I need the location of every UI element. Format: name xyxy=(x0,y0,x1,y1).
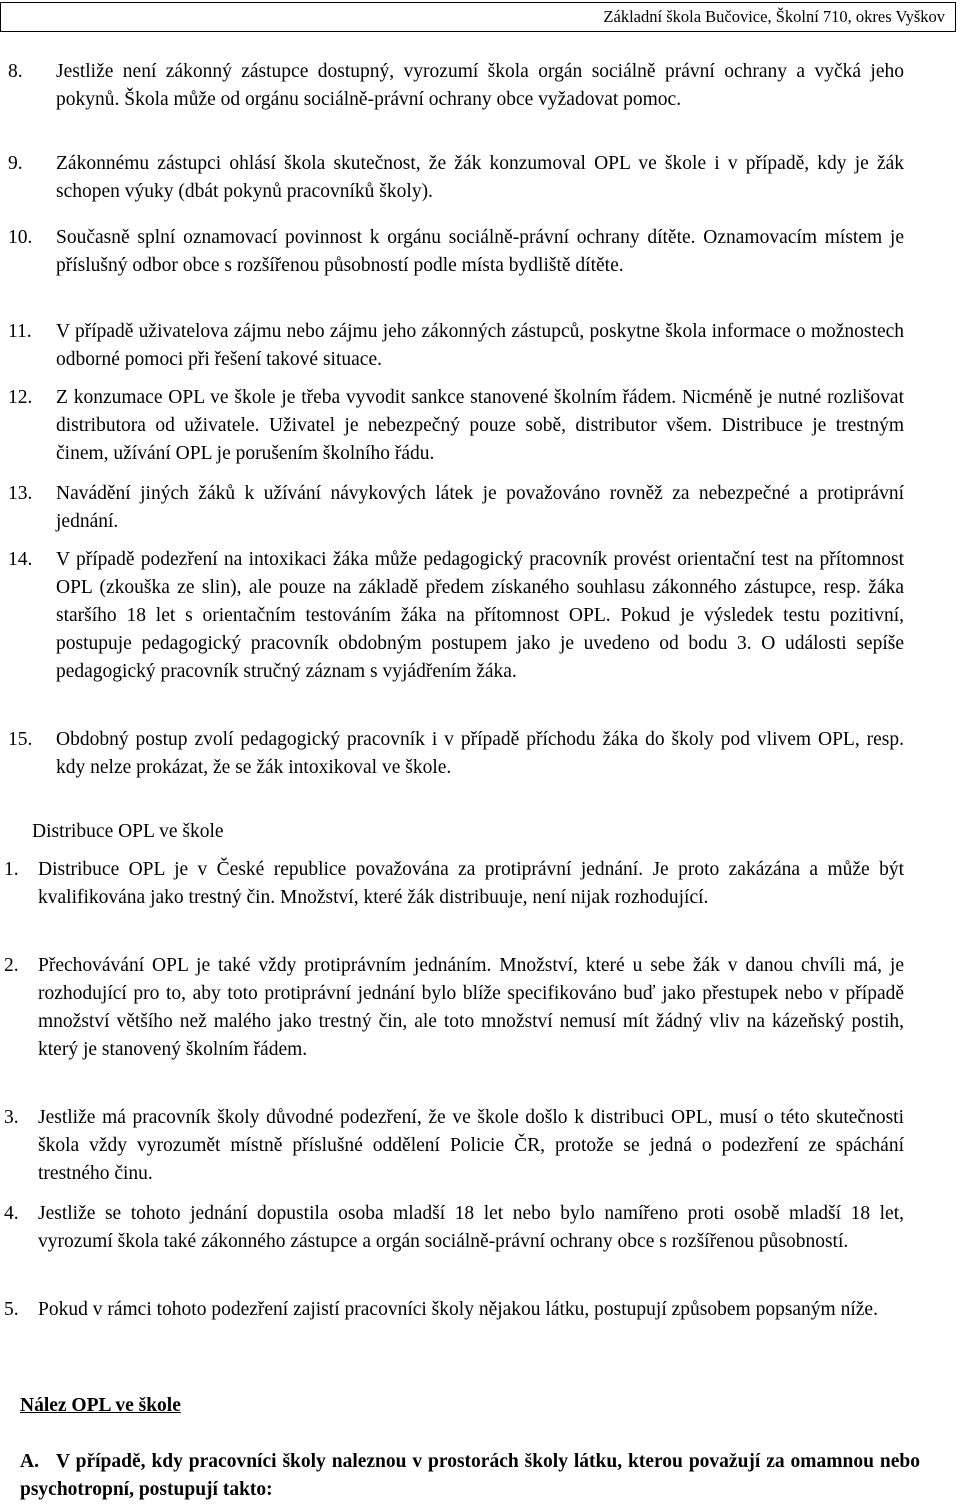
item-number: 1. xyxy=(4,859,19,880)
section-heading-distribuce: Distribuce OPL ve škole xyxy=(32,821,224,842)
item-number: 3. xyxy=(4,1107,19,1128)
item-text: V případě uživatelova zájmu nebo zájmu jeho zákonných zástupců, poskytne škola informace o možnostech odborné pomoci při řešení takové situace. xyxy=(56,321,904,370)
item-number: 13. xyxy=(8,483,33,504)
item-number: 9. xyxy=(8,153,23,174)
item-number: 15. xyxy=(8,729,33,750)
item-text: Z konzumace OPL ve škole je třeba vyvodit sankce stanovené školním řádem. Nicméně je nutné rozlišovat distributora od uživatele. Uživatel je nebezpečný pouze sobě, distributor všem. Distribuce je trestným činem, užívání OPL je porušením školního řádu. xyxy=(56,387,904,464)
section-heading-nalez: Nález OPL ve škole xyxy=(20,1395,181,1416)
item-number: 8. xyxy=(8,61,23,82)
item-text: Obdobný postup zvolí pedagogický pracovník i v případě příchodu žáka do školy pod vlivem OPL, resp. kdy nelze prokázat, že se žák intoxikoval ve škole. xyxy=(56,729,904,778)
list-item xyxy=(0,856,904,940)
item-text: Jestliže má pracovník školy důvodné podezření, že ve škole došlo k distribuci OPL, musí o této skutečnosti škola vždy vyrozumět místně příslušné oddělení Policie ČR, protože se jedná o podezření ze spáchání trestného činu. xyxy=(38,1107,904,1184)
item-text: Zákonnému zástupci ohlásí škola skutečnost, že žák konzumoval OPL ve škole i v případě, kdy je žák schopen výuky (dbát pokynů pracovníků školy). xyxy=(56,153,904,202)
list-item xyxy=(0,224,904,308)
list-item xyxy=(0,1200,904,1284)
item-letter: A. xyxy=(20,1451,39,1472)
item-text: Jestliže se tohoto jednání dopustila osoba mladší 18 let nebo bylo namířeno proti osobě mladší 18 let, vyrozumí škola také zákonného zástupce a orgán sociálně-právní ochrany obce s rozšířenou působností. xyxy=(38,1203,904,1252)
list-item xyxy=(0,1104,904,1188)
list-item xyxy=(0,58,904,142)
item-number: 4. xyxy=(4,1203,19,1224)
item-text: V případě podezření na intoxikaci žáka může pedagogický pracovník provést orientační test na přítomnost OPL (zkouška ze slin), ale pouze na základě předem získaného souhlasu zákonného zástupce, resp. žáka staršího 18 let s orientačním testováním žáka na přítomnost OPL. Pokud je výsledek testu pozitivní, postupuje pedagogický pracovník obdobným postupem jako je uvedeno od bodu 3. O události sepíše pedagogický pracovník stručný záznam s vyjádřením žáka. xyxy=(56,549,904,682)
item-text: Současně splní oznamovací povinnost k orgánu sociálně-právní ochrany dítěte. Oznamovacím místem je příslušný odbor obce s rozšířenou působností podle místa bydliště dítěte. xyxy=(56,227,904,276)
list-item xyxy=(0,1296,904,1352)
item-text: Přechovávání OPL je také vždy protiprávním jednáním. Množství, které u sebe žák v danou chvíli má, je rozhodující pro to, aby toto protiprávní jednání bylo blíže specifikováno buď jako přestupek nebo v případě množství většího než malého jako trestný čin, ale toto množství nemusí mít žádný vliv na kázeňský postih, který je stanovený školním řádem. xyxy=(38,955,904,1060)
list-item xyxy=(0,952,904,1092)
item-number: 10. xyxy=(8,227,33,248)
item-number: 14. xyxy=(8,549,33,570)
item-text: Navádění jiných žáků k užívání návykových látek je považováno rovněž za nebezpečné a protiprávní jednání. xyxy=(56,483,904,532)
list-item xyxy=(0,318,904,374)
item-number: 5. xyxy=(4,1299,19,1320)
page-header xyxy=(0,2,956,32)
list-item-a xyxy=(20,1448,920,1504)
item-number: 11. xyxy=(8,321,32,342)
item-number: 12. xyxy=(8,387,33,408)
header-text: Základní škola Bučovice, Školní 710, okres Vyškov xyxy=(603,7,945,26)
item-number: 2. xyxy=(4,955,19,976)
list-item xyxy=(0,384,904,468)
item-text: V případě, kdy pracovníci školy naleznou v prostorách školy látku, kterou považují za omamnou nebo psychotropní, postupují takto: xyxy=(20,1451,920,1500)
numbered-list-procedures xyxy=(0,58,904,782)
item-text: Pokud v rámci tohoto podezření zajistí pracovníci školy nějakou látku, postupují způsobem popsaným níže. xyxy=(38,1299,878,1320)
item-text: Distribuce OPL je v České republice považována za protiprávní jednání. Je proto zakázána a může být kvalifikována jako trestný čin. Množství, které žák distribuuje, není nijak rozhodující. xyxy=(38,859,904,908)
list-item xyxy=(0,480,904,536)
list-item xyxy=(0,726,904,782)
item-text: Jestliže není zákonný zástupce dostupný, vyrozumí škola orgán sociálně právní ochrany a vyčká jeho pokynů. Škola může od orgánu sociálně-právní ochrany obce vyžadovat pomoc. xyxy=(56,61,904,110)
list-item xyxy=(0,150,904,216)
numbered-list-distribuce xyxy=(0,856,904,1352)
list-item xyxy=(0,546,904,714)
